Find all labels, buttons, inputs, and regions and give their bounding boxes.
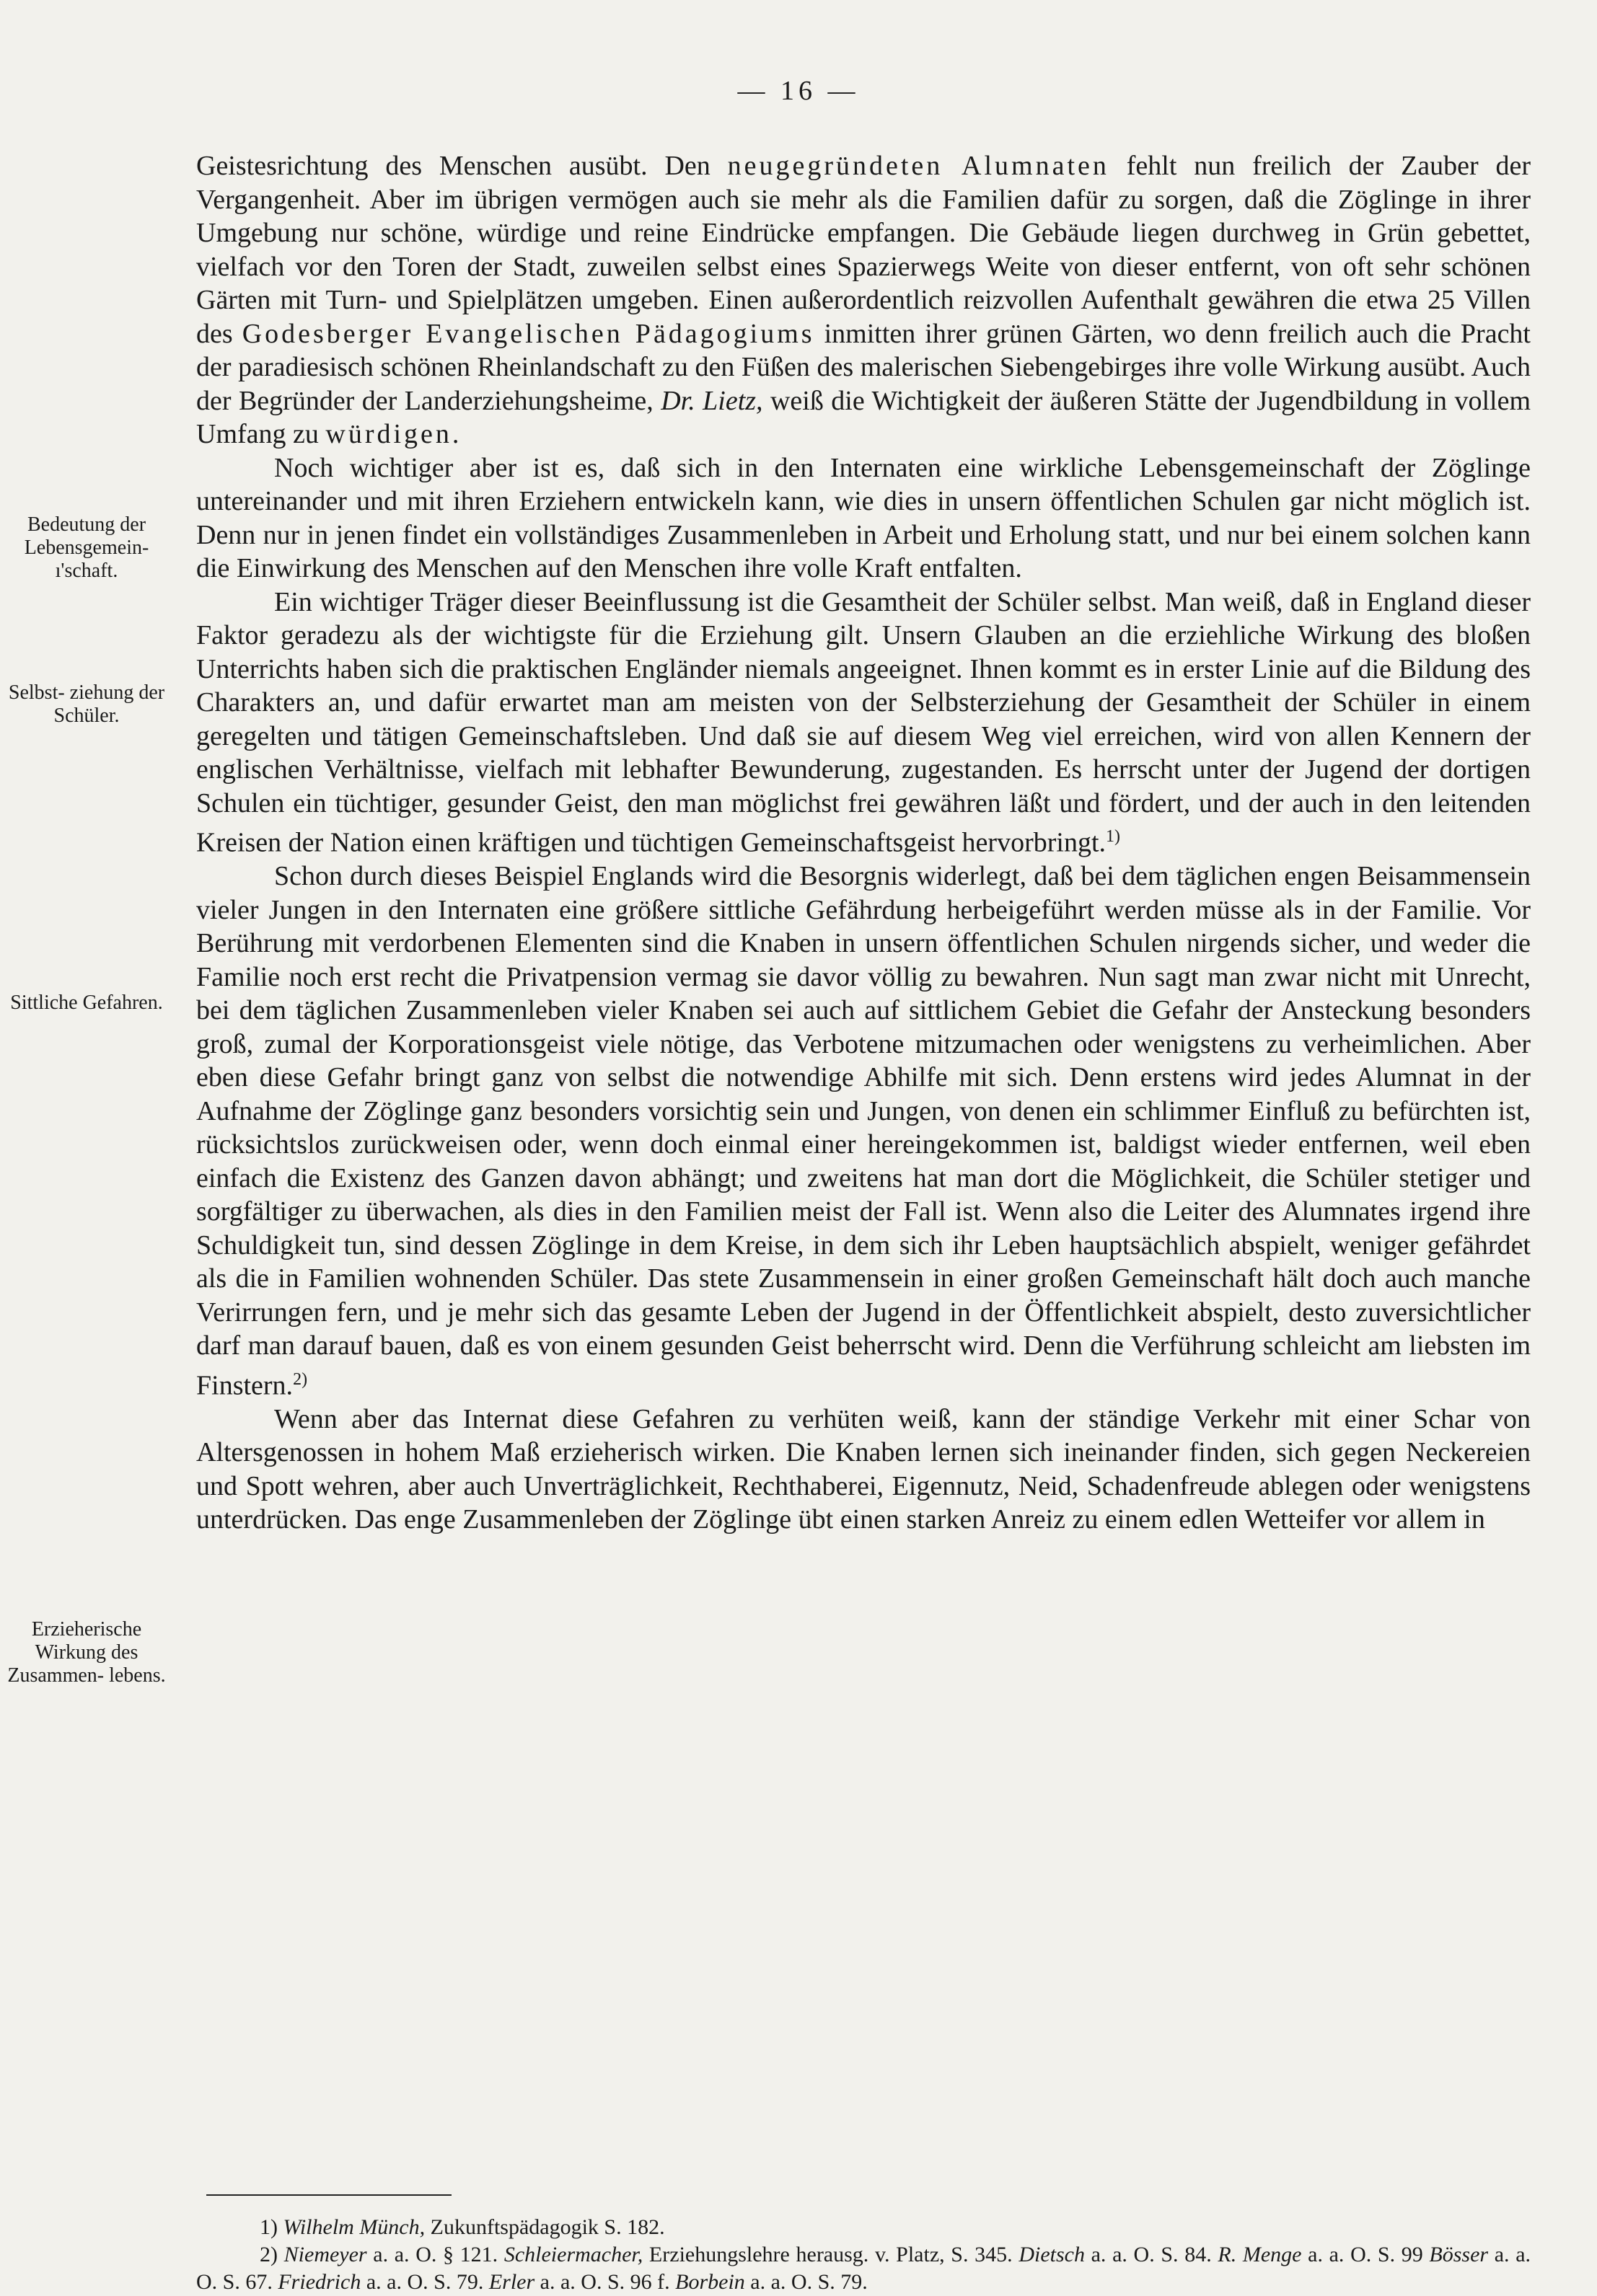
fn2-text-3: a. a. O. S. 84. [1084,2243,1218,2266]
fn2-author-borbein: Borbein [675,2270,745,2294]
fn1-author: Wilhelm Münch, [283,2215,426,2239]
footnote-ref-1: 1) [1106,827,1120,846]
fn2-author-schleiermacher: Schleiermacher, [503,2243,643,2266]
margin-note-sittliche-gefahren: Sittliche Gefahren. [10,992,163,1014]
footnote-rule [206,2194,452,2196]
margin-note-selbsterziehung: Selbst- ziehung der Schüler. [8,681,165,727]
p1-text-a: Geistesrichtung des Menschen ausübt. Den [196,151,728,181]
margin-note-lebensgemeinschaft: Bedeutung der Lebensgemein- ı'schaft. [24,513,149,582]
paragraph-1 [196,149,1531,451]
paragraph-3 [196,586,1531,860]
paragraph-2: Noch wichtiger aber ist es, daß sich in den Internaten eine wirkliche Lebensgemeinschaft der Zöglinge untereinander und mit ihren Erziehern entwickeln kann, wie dies in unsern öffentlichen Schulen gar nicht möglich ist. Denn nur in jenen findet ein vollständiges Zusammenleben in Arbeit und Erholung statt, und nur bei einem solchen kann die Einwirkung des Menschen auf den Menschen ihre volle Kraft entfalten. [196,452,1531,583]
p1-spaced-wuerdigen: würdigen. [325,419,462,449]
p4-text: Schon durch dieses Beispiel Englands wird die Besorgnis widerlegt, daß bei dem täglichen engen Beisammensein vieler Jungen in den Internaten eine größere sittliche Gefährdung herbeigeführt werden müsse als in der Familie. Vor Berührung mit verdorbenen Elementen sind die Knaben in unsern öffentlichen Schulen nirgends sicher, und weder die Familie noch erst recht die Privatpension vermag sie davor völlig zu bewahren. Nun sagt man zwar nicht mit Unrecht, bei dem täglichen Zusammenleben vieler Knaben sei auch auf sittlichem Gebiet die Gefahr der Ansteckung besonders groß, zumal der Korporationsgeist viele nötige, das Verbotene mitzumachen oder wenigstens zu verheimlichen. Aber eben diese Gefahr bringt ganz von selbst die notwendige Abhilfe mit sich. Denn erstens wird jedes Alumnat in der Aufnahme der Zöglinge ganz besonders vorsichtig sein und Jungen, von denen ein schlimmer Einfluß zu befürchten ist, rücksichtslos zurückweisen oder, wenn doch einmal einer hereingekommen ist, baldigst wieder entfernen, weil eben einfach die Existenz des Ganzen davon abhängt; und zweitens hat man dort die Möglichkeit, die Schüler stetiger und sorgfältiger zu überwachen, als dies in den Familien meist der Fall ist. Wenn also die Leiter des Alumnates irgend ihre Schuldigkeit tun, sind dessen Zöglinge in dem Kreise, in dem sich ihr Leben hauptsächlich abspielt, weniger gefährdet als die in Familien wohnenden Schüler. Das stete Zusammensein in einer großen Gemeinschaft hält doch auch manche Verirrungen fern, und je mehr sich das gesamte Leben der Jugend in der Öffentlichkeit abspielt, desto zuversichtlicher darf man darauf bauen, daß es von einem gesunden Geist beherrscht wird. Denn die Verführung schleicht am liebsten im Finstern. [196,861,1531,1401]
paragraph-5: Wenn aber das Internat diese Gefahren zu verhüten weiß, kann der ständige Verkehr mit einer Schar von Altersgenossen in hohem Maß erzieherisch wirken. Die Knaben lernen sich ineinander finden, sich gegen Neckereien und Spott wehren, aber auch Unverträglichkeit, Rechthaberei, Eigennutz, Neid, Schadenfreude ablegen oder wenigstens unterdrücken. Das enge Zusammenleben der Zöglinge übt einen starken Anreiz zu einem edlen Wetteifer vor allem in [196,1403,1531,1535]
fn2-author-niemeyer: Niemeyer [283,2243,367,2266]
fn2-author-boesser: Bösser [1429,2243,1489,2266]
margin-note-erzieherische-wirkung: Erzieherische Wirkung des Zusammen- lebens. [7,1618,166,1687]
footnote-2 [196,2241,1531,2296]
footnote-ref-2: 2) [293,1369,308,1389]
fn2-text-4: a. a. O. S. 99 [1301,2243,1430,2266]
p1-spaced-paedagogium: Godesberger Evangelischen Pädagogiums [242,318,815,349]
fn2-number: 2) [260,2243,278,2266]
fn2-text-8: a. a. O. S. 79. [744,2270,868,2294]
footnote-1 [196,2214,1531,2241]
p1-text-c: fehlt nun freilich der Zauber der Vergangenheit. Aber im übrigen vermögen auch sie mehr als die Familien dafür zu sorgen, daß die Zöglinge in ihrer Umgebung nur schöne, würdige und reine Eindrücke empfangen. Die Gebäude liegen durchweg in Grün gebettet, vielfach vor den Toren der Stadt, zuweilen selbst eines Spazierwegs Weite von dieser entfernt, von oft sehr schönen Gärten mit Turn- und Spielplätzen umgeben. Einen außerordentlich reizvollen Aufenthalt gewähren die etwa 25 Villen des [196,151,1531,349]
fn2-author-dietsch: Dietsch [1019,2243,1085,2266]
main-text [196,149,1531,1537]
footnotes [196,2214,1531,2296]
fn2-author-friedrich: Friedrich [278,2270,361,2294]
fn2-author-erler: Erler [488,2270,535,2294]
fn2-author-menge: R. Menge [1218,2243,1302,2266]
page-number: — 16 — [737,76,860,106]
p1-text-g: weiß die Wichtigkeit der äußeren Stätte der Jugendbildung in vollem Umfang zu [196,385,1531,449]
p1-italic-lietz: Dr. Lietz, [661,385,763,416]
fn2-text-1: a. a. O. § 121. [366,2243,504,2266]
fn2-text-2: Erziehungslehre herausg. v. Platz, S. 345. [643,2243,1019,2266]
fn2-text-5: a. a. O. S. 67. [196,2243,1531,2294]
fn2-text-7: a. a. O. S. 96 f. [534,2270,676,2294]
p1-spaced-alumnaten: neugegründeten Alumnaten [727,151,1109,181]
paragraph-4 [196,860,1531,1403]
fn2-text-6: a. a. O. S. 79. [361,2270,489,2294]
fn1-number: 1) [260,2215,278,2239]
p1-text-e: inmitten ihrer grünen Gärten, wo denn freilich auch die Pracht der paradiesisch schönen Rheinlandschaft zu den Füßen des malerischen Siebengebirges ihre volle Wirkung ausübt. Auch der Begründer der Landerziehungsheime, [196,318,1531,416]
fn1-text: Zukunftspädagogik S. 182. [425,2215,665,2239]
p3-text: Ein wichtiger Träger dieser Beeinflussung ist die Gesamtheit der Schüler selbst. Man weiß, daß in England dieser Faktor geradezu als der wichtigste für die Erziehung gilt. Unsern Glauben an die erziehliche Wirkung des bloßen Unterrichts haben sich die praktischen Engländer niemals angeeignet. Ihnen kommt es in erster Linie auf die Bildung des Charakters an, und dafür erwartet man am meisten von der Selbsterziehung der Gesamtheit der Schüler in einem geregelten und tätigen Gemeinschaftsleben. Und daß sie auf diesem Weg viel erreichen, wird von allen Kennern der englischen Verhältnisse, vielfach mit lebhafter Bewunderung, zugestanden. Es herrscht unter der Jugend der dortigen Schulen ein tüchtiger, gesunder Geist, den man möglichst frei gewähren läßt und fördert, und der auch in den leitenden Kreisen der Nation einen kräftigen und tüchtigen Gemeinschaftsgeist hervorbringt. [196,586,1531,858]
